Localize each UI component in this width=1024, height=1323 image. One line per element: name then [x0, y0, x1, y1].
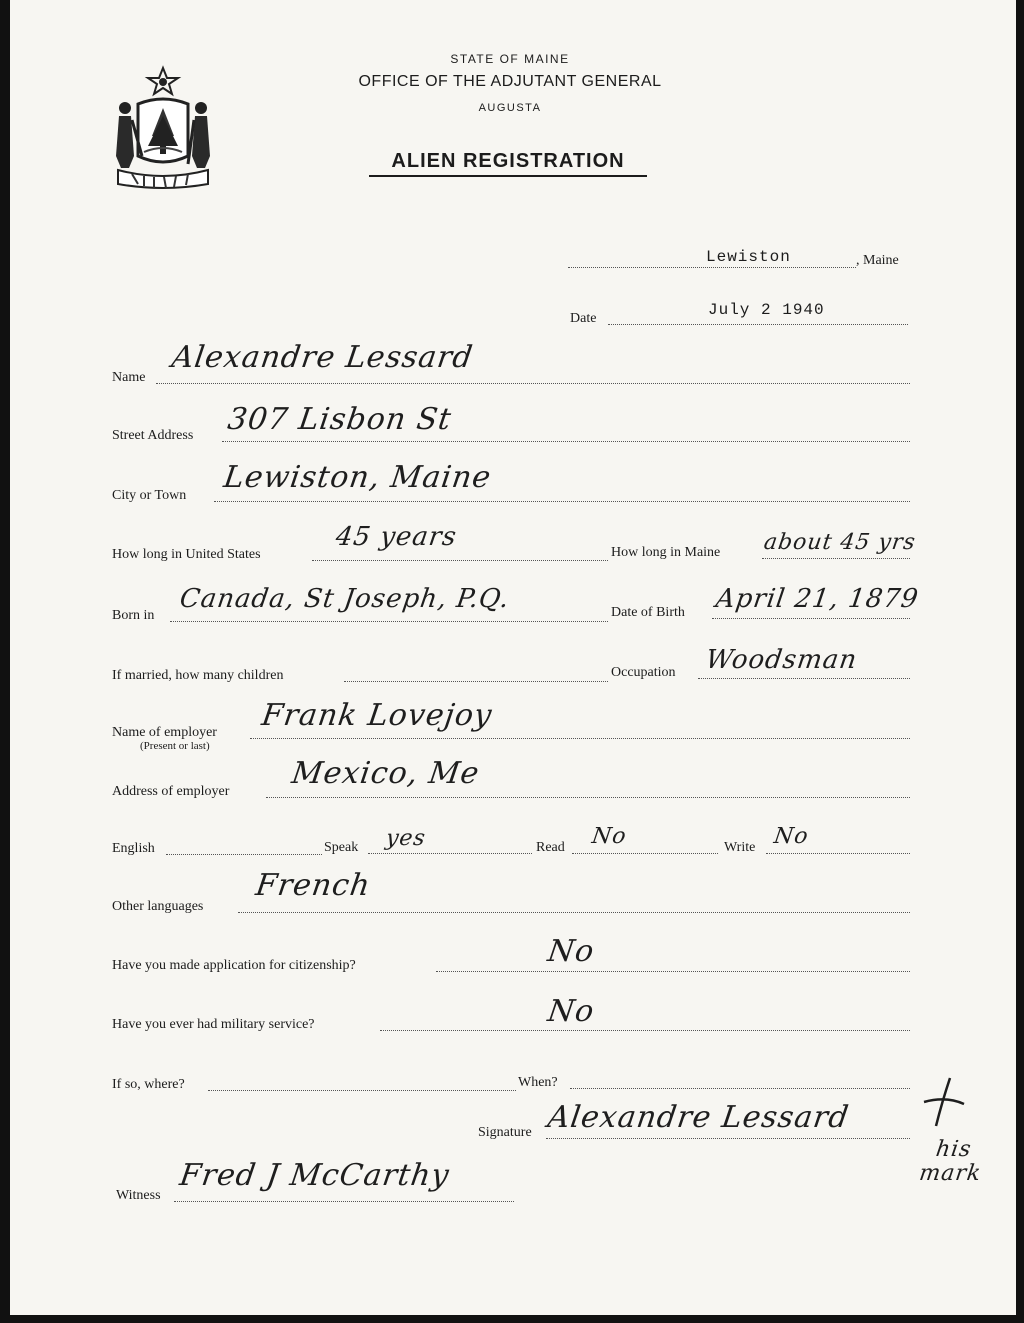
- speak-line: [368, 853, 532, 854]
- citizenship-label: Have you made application for citizenship?: [112, 958, 356, 973]
- us-duration-value: 45 years: [333, 522, 459, 552]
- street-line: [222, 441, 910, 442]
- write-value: No: [772, 824, 811, 849]
- maine-duration-label: How long in Maine: [611, 545, 721, 560]
- military-label: Have you ever had military service?: [112, 1017, 315, 1032]
- when-line: [570, 1088, 910, 1089]
- maine-duration-value: about 45 yrs: [762, 530, 918, 555]
- born-value: Canada, St Joseph, P.Q.: [177, 584, 512, 614]
- children-line: [344, 681, 608, 682]
- name-value: Alexandre Lessard: [169, 340, 476, 375]
- citizenship-value: No: [545, 934, 597, 969]
- employer-line: [250, 738, 910, 739]
- employer-address-value: Mexico, Me: [289, 756, 482, 791]
- street-label: Street Address: [112, 428, 194, 443]
- employer-value: Frank Lovejoy: [259, 698, 495, 733]
- write-line: [766, 853, 910, 854]
- signature-value: Alexandre Lessard: [545, 1100, 852, 1135]
- read-label: Read: [536, 840, 565, 855]
- date-line: [608, 324, 908, 325]
- scan-border-bottom: [0, 1315, 1024, 1323]
- citizenship-line: [436, 971, 910, 972]
- signature-mark: his mark: [917, 1137, 984, 1186]
- read-value: No: [590, 824, 629, 849]
- signature-label: Signature: [478, 1125, 532, 1140]
- us-duration-line: [312, 560, 608, 561]
- signature-line: [546, 1138, 910, 1139]
- state-heading: STATE OF MAINE: [450, 52, 570, 66]
- city-heading: AUGUSTA: [478, 102, 542, 114]
- employer-address-label: Address of employer: [112, 784, 230, 799]
- scan-border-right: [1016, 0, 1024, 1323]
- maine-duration-line: [762, 558, 910, 559]
- employer-sublabel: (Present or last): [140, 740, 210, 752]
- city-line: [214, 501, 910, 502]
- english-label: English: [112, 841, 155, 856]
- dob-value: April 21, 1879: [713, 584, 921, 614]
- when-label: When?: [518, 1075, 558, 1090]
- scan-border-left: [0, 0, 10, 1323]
- born-label: Born in: [112, 608, 155, 623]
- english-line: [166, 854, 322, 855]
- street-value: 307 Lisbon St: [225, 402, 454, 437]
- name-line: [156, 383, 910, 384]
- occupation-label: Occupation: [611, 665, 676, 680]
- cross-mark-icon: [918, 1072, 968, 1132]
- office-heading: OFFICE OF THE ADJUTANT GENERAL: [358, 73, 662, 90]
- witness-value: Fred J McCarthy: [177, 1158, 452, 1193]
- witness-line: [174, 1201, 514, 1202]
- dob-label: Date of Birth: [611, 605, 685, 620]
- city-value: Lewiston, Maine: [221, 460, 494, 495]
- military-value: No: [545, 994, 597, 1029]
- city-label: City or Town: [112, 488, 187, 503]
- dob-line: [712, 618, 910, 619]
- children-label: If married, how many children: [112, 668, 284, 683]
- us-duration-label: How long in United States: [112, 547, 261, 562]
- employer-address-line: [266, 797, 910, 798]
- speak-value: yes: [384, 826, 428, 851]
- occupation-value: Woodsman: [703, 645, 860, 675]
- other-languages-label: Other languages: [112, 899, 204, 914]
- state-seal-icon: [108, 64, 218, 192]
- read-line: [572, 853, 718, 854]
- date-label: Date: [570, 311, 597, 326]
- born-line: [170, 621, 608, 622]
- where-label: If so, where?: [112, 1077, 185, 1092]
- other-languages-line: [238, 912, 910, 913]
- place-line: [568, 267, 856, 268]
- write-label: Write: [724, 840, 756, 855]
- form-title: ALIEN REGISTRATION: [369, 150, 647, 177]
- military-line: [380, 1030, 910, 1031]
- date-value: July 2 1940: [708, 301, 825, 319]
- place-suffix: , Maine: [856, 253, 899, 268]
- name-label: Name: [112, 370, 146, 385]
- employer-label: Name of employer: [112, 725, 217, 740]
- occupation-line: [698, 678, 910, 679]
- witness-label: Witness: [116, 1188, 161, 1203]
- speak-label: Speak: [324, 840, 359, 855]
- place-value: Lewiston: [706, 248, 791, 266]
- other-languages-value: French: [253, 868, 373, 903]
- where-line: [208, 1090, 516, 1091]
